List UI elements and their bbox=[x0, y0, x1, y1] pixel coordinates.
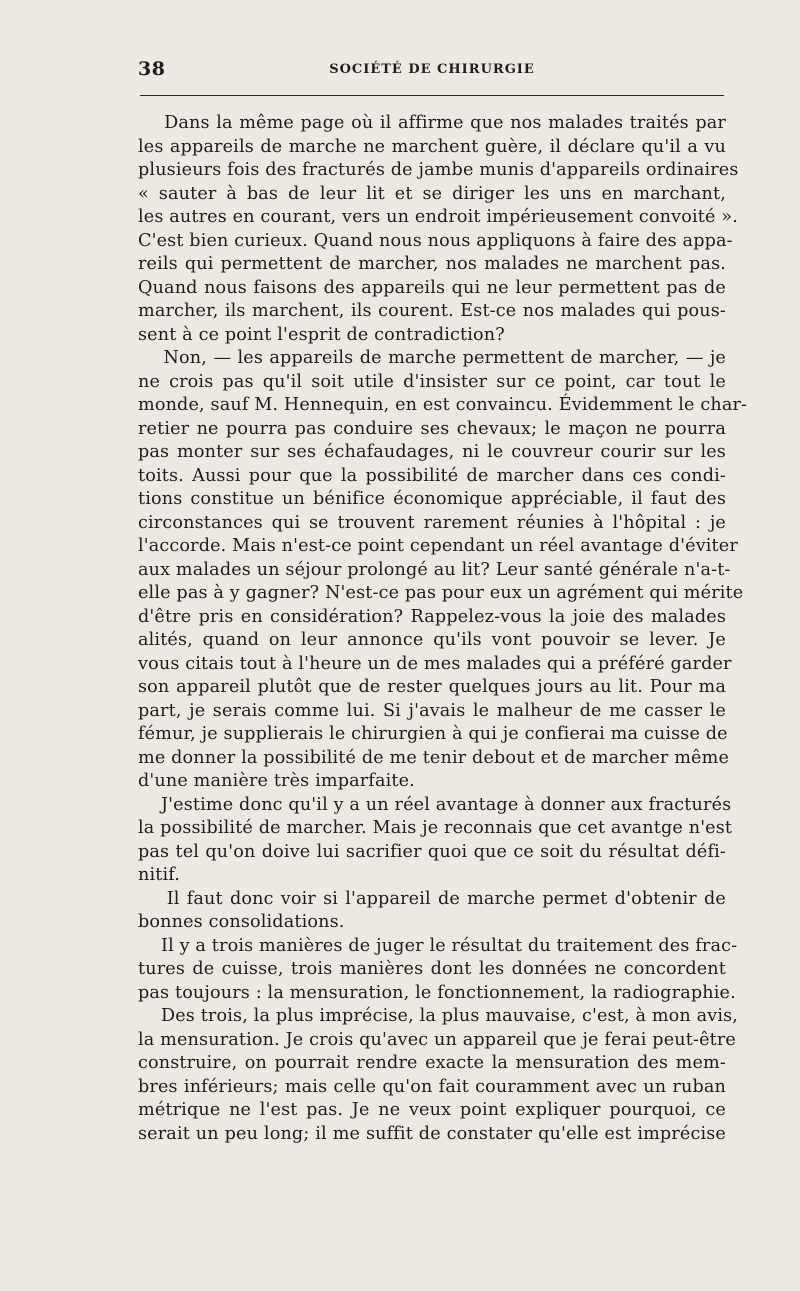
text-line: J'estime donc qu'il y a un réel avantage à donner aux fracturés bbox=[138, 794, 732, 815]
text-line: les autres en courant, vers un endroit impérieusement convoité ». bbox=[138, 207, 738, 227]
text-line: alités, quand on leur annonce qu'ils vont pouvoir se lever. Je bbox=[138, 630, 726, 650]
text-line: tions constitue un bénifice économique appréciable, il faut des bbox=[138, 489, 726, 509]
text-line: retier ne pourra pas conduire ses chevaux; le maçon ne pourra bbox=[138, 418, 726, 439]
text-line: circonstances qui se trouvent rarement réunies à l'hôpital : je bbox=[138, 512, 726, 533]
text-line: construire, on pourrait rendre exacte la mensuration des mem- bbox=[138, 1053, 726, 1073]
text-line: aux malades un séjour prolongé au lit? Leur santé générale n'a-t- bbox=[138, 559, 731, 580]
text-line: pas toujours : la mensuration, le fonctionnement, la radiographie. bbox=[138, 982, 736, 1003]
text-line: Il faut donc voir si l'appareil de marche permet d'obtenir de bbox=[138, 888, 726, 909]
text-line: fémur, je supplierais le chirurgien à qui je confierai ma cuisse de bbox=[138, 724, 728, 744]
text-line: la mensuration. Je crois qu'avec un appareil que je ferai peut-être bbox=[138, 1029, 736, 1050]
text-line: bonnes consolidations. bbox=[138, 912, 345, 932]
body-text bbox=[138, 112, 748, 1146]
text-line: elle pas à y gagner? N'est-ce pas pour eux un agrément qui mérite bbox=[138, 583, 744, 603]
text-line: d'une manière très imparfaite. bbox=[138, 771, 415, 791]
text-line: la possibilité de marcher. Mais je reconnais que cet avantge n'est bbox=[138, 818, 733, 838]
text-line: C'est bien curieux. Quand nous nous appliquons à faire des appa- bbox=[138, 230, 733, 251]
text-line: bres inférieurs; mais celle qu'on fait couramment avec un ruban bbox=[138, 1076, 726, 1097]
text-line: ne crois pas qu'il soit utile d'insister sur ce point, car tout le bbox=[138, 371, 726, 392]
text-line: toits. Aussi pour que la possibilité de marcher dans ces condi- bbox=[138, 465, 726, 486]
text-line: son appareil plutôt que de rester quelques jours au lit. Pour ma bbox=[138, 677, 726, 697]
text-line: pas monter sur ses échafaudages, ni le couvreur courir sur les bbox=[138, 442, 726, 462]
text-line: plusieurs fois des fracturés de jambe munis d'appareils ordinaires bbox=[138, 160, 739, 180]
header-rule bbox=[140, 95, 724, 96]
page-header bbox=[138, 58, 726, 86]
page-number: 38 bbox=[138, 58, 166, 80]
text-line: part, je serais comme lui. Si j'avais le malheur de me casser le bbox=[138, 700, 726, 721]
text-line: l'accorde. Mais n'est-ce point cependant un réel avantage d'éviter bbox=[138, 536, 738, 556]
text-line: vous citais tout à l'heure un de mes malades qui a préféré garder bbox=[138, 653, 732, 674]
text-line: Des trois, la plus imprécise, la plus mauvaise, c'est, à mon avis, bbox=[138, 1006, 739, 1026]
text-line: tures de cuisse, trois manières dont les données ne concordent bbox=[138, 959, 726, 979]
text-line: nitif. bbox=[138, 865, 181, 885]
text-line: « sauter à bas de leur lit et se diriger les uns en marchant, bbox=[138, 183, 726, 204]
text-line: reils qui permettent de marcher, nos malades ne marchent pas. bbox=[138, 254, 726, 274]
text-line: Non, — les appareils de marche permettent de marcher, — je bbox=[138, 348, 726, 368]
running-title: SOCIÉTÉ DE CHIRURGIE bbox=[329, 62, 535, 77]
text-line: monde, sauf M. Hennequin, en est convaincu. Évidemment le char- bbox=[138, 395, 748, 415]
text-line: d'être pris en considération? Rappelez-vous la joie des malades bbox=[138, 606, 726, 627]
text-line: pas tel qu'on doive lui sacrifier quoi que ce soit du résultat défi- bbox=[138, 841, 726, 862]
text-line: Quand nous faisons des appareils qui ne leur permettent pas de bbox=[138, 277, 726, 298]
text-line: me donner la possibilité de me tenir debout et de marcher même bbox=[138, 747, 730, 768]
text-line: marcher, ils marchent, ils courent. Est-ce nos malades qui pous- bbox=[138, 301, 726, 321]
text-line: Dans la même page où il affirme que nos malades traités par bbox=[138, 113, 726, 133]
text-line: métrique ne l'est pas. Je ne veux point expliquer pourquoi, ce bbox=[138, 1100, 726, 1120]
text-line: sent à ce point l'esprit de contradiction? bbox=[138, 324, 505, 345]
text-line: serait un peu long; il me suffit de constater qu'elle est imprécise bbox=[138, 1123, 726, 1144]
text-line: Il y a trois manières de juger le résultat du traitement des frac- bbox=[138, 935, 738, 956]
text-line: les appareils de marche ne marchent guère, il déclare qu'il a vu bbox=[138, 136, 726, 157]
